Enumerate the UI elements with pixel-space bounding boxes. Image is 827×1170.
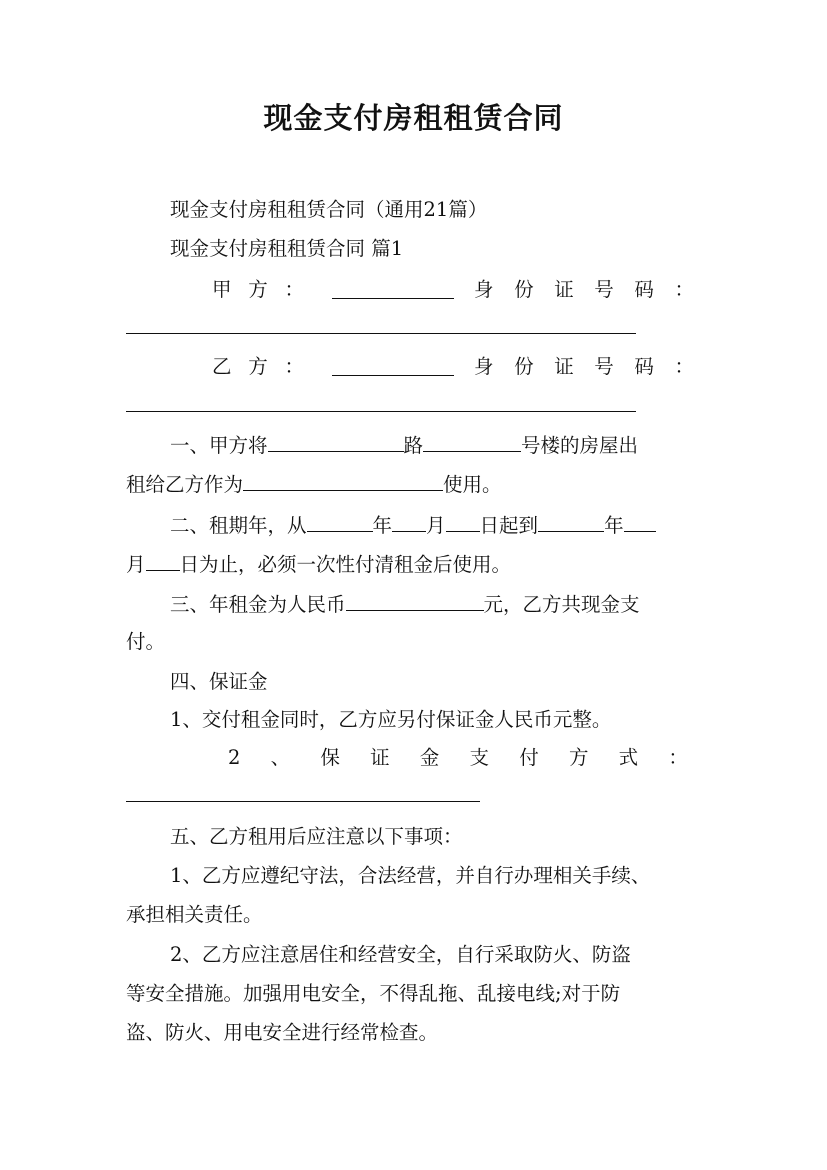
clause-char: 证 [370,746,390,769]
party-b-name-blank[interactable] [332,349,454,376]
clause-char: ： [668,746,688,769]
clause-char: 2 [228,746,241,769]
party-b-line [212,347,694,387]
clause-text: 一、甲方将 [170,434,268,457]
clause-4-heading: 四、保证金 [170,670,268,693]
id-char: 份 [514,355,534,378]
clause-3-line-2: 付。 [126,630,166,653]
clause-3-line-1 [170,584,702,624]
clause-1-line-1 [170,425,702,465]
id-char: 号 [594,278,614,301]
party-a-name-blank[interactable] [332,272,454,299]
id-char: ： [674,278,694,301]
clause-text: 年 [604,514,624,537]
id-char: 号 [594,355,614,378]
clause-text: 年 [372,514,393,537]
clause-char: 金 [419,746,440,769]
building-number-blank[interactable] [423,425,521,452]
clause-5-item-1-line-1: 1、乙方应遵纪守法，合法经营，并自行办理相关手续、 [170,864,651,887]
id-char: 码 [634,355,654,378]
clause-2-line-1 [170,505,702,545]
clause-text: 月 [426,514,446,537]
address-road-blank[interactable] [268,425,404,452]
clause-text: 三、年租金为人民币 [170,593,346,616]
purpose-blank[interactable] [243,464,443,491]
clause-4-item-2 [228,738,688,778]
clause-5-item-2-line-2: 等安全措施。加强用电安全，不得乱拖、乱接电线;对于防 [126,982,621,1005]
party-a-char: 甲 [212,278,232,301]
party-b-char: 方 [248,355,268,378]
party-b-char: 乙 [212,355,232,378]
id-char: 份 [514,278,534,301]
clause-5-item-2-line-3: 盗、防火、用电安全进行经常检查。 [126,1021,439,1044]
clause-text: 日为止，必须一次性付清租金后使用。 [179,553,512,576]
clause-text: 二、租期年，从 [170,514,307,537]
clause-char: 方 [568,746,589,769]
id-char: 码 [634,278,654,301]
document-title: 现金支付房租租赁合同 [263,101,564,135]
clause-char: 保 [320,746,340,769]
start-day-blank[interactable] [446,505,480,532]
clause-1-line-2 [126,464,702,504]
section-heading: 现金支付房租租赁合同 篇1 [170,237,404,260]
document-subtitle: 现金支付房租租赁合同（通用21篇） [170,198,488,221]
party-a-id-blank[interactable] [126,333,636,334]
id-char: 身 [474,355,494,378]
clause-5-heading: 五、乙方租用后应注意以下事项： [170,825,463,848]
id-char: 证 [554,355,574,378]
clause-text: 月 [126,553,146,576]
deposit-method-blank[interactable] [126,801,480,802]
id-char: 证 [554,278,574,301]
clause-text: 路 [403,434,424,457]
end-month-blank[interactable] [624,505,656,532]
clause-5-item-2-line-1: 2、乙方应注意居住和经营安全，自行采取防火、防盗 [170,943,631,966]
id-char: ： [674,355,694,378]
clause-char: 支 [469,746,490,769]
party-b-id-blank[interactable] [126,411,636,412]
party-a-char: 方 [248,278,268,301]
clause-text: 租给乙方作为 [126,473,244,496]
clause-char: 、 [270,746,291,769]
start-month-blank[interactable] [392,505,426,532]
clause-char: 式 [618,746,639,769]
clause-5-item-1-line-2: 承担相关责任。 [126,903,263,926]
clause-2-line-2 [126,544,702,584]
id-char: 身 [474,278,494,301]
party-b-char: ： [284,355,304,378]
clause-text: 日起到 [479,514,539,537]
clause-4-item-1: 1、交付租金同时，乙方应另付保证金人民币元整。 [170,708,612,731]
start-year-blank[interactable] [307,505,373,532]
end-day-blank[interactable] [146,544,180,571]
clause-text: 使用。 [443,473,502,496]
clause-text: 元，乙方共现金支 [483,593,640,616]
party-a-line [212,270,694,310]
clause-char: 付 [519,746,539,769]
party-a-char: ： [284,278,304,301]
clause-text: 号楼的房屋出 [521,434,639,457]
end-year-blank[interactable] [538,505,604,532]
annual-rent-blank[interactable] [346,584,484,611]
